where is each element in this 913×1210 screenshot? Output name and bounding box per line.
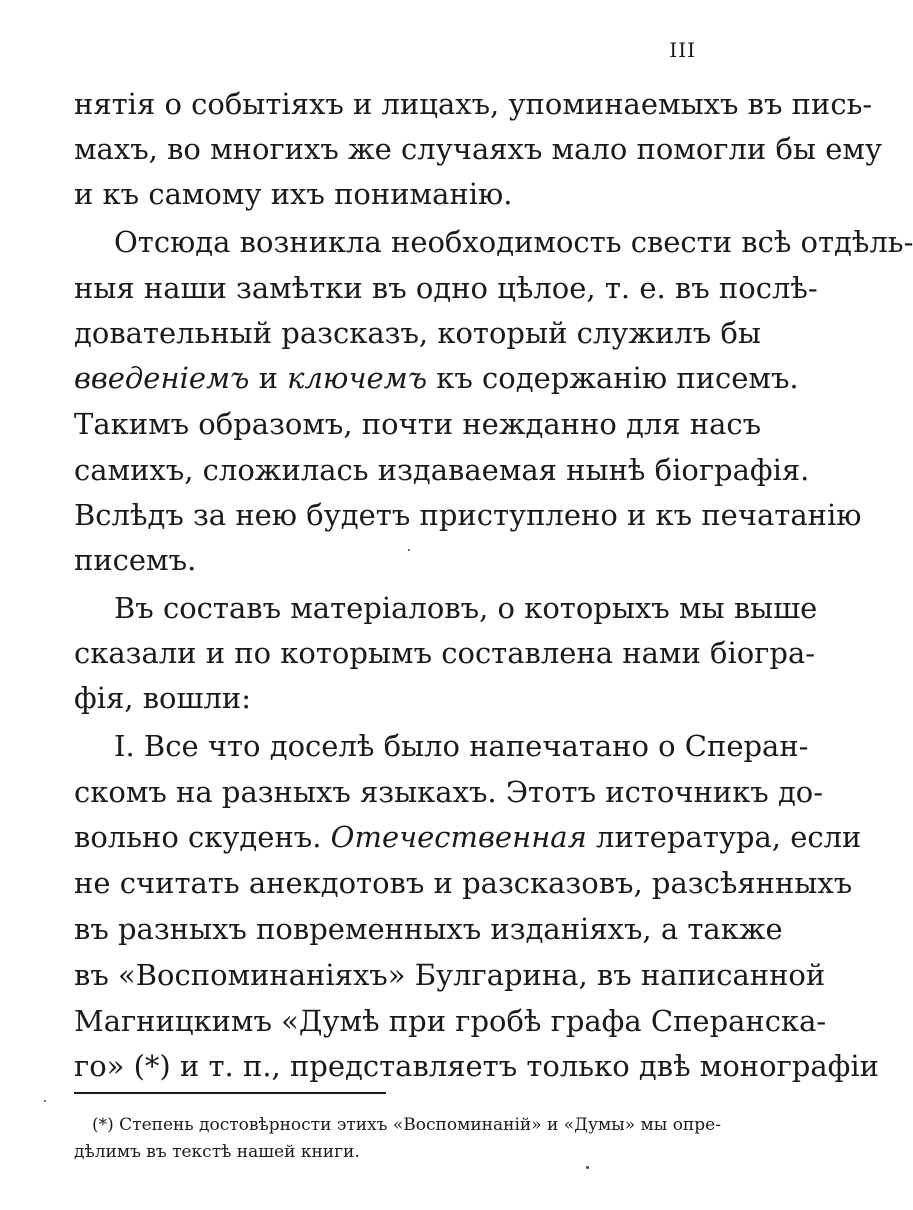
text-line: не считать анекдотовъ и разсказовъ, разсѣянныхъ <box>74 866 853 900</box>
text-line: писемъ. <box>74 543 197 577</box>
text-line: и къ самому ихъ пониманію. <box>74 177 513 211</box>
text-fragment: вольно скуденъ. <box>74 820 322 854</box>
text-line: довательный разсказъ, который служилъ бы <box>74 316 761 350</box>
text-line: фія, вошли: <box>74 681 251 715</box>
text-line: скомъ на разныхъ языкахъ. Этотъ источникъ до- <box>74 775 824 809</box>
italic-term: ключемъ <box>287 361 428 395</box>
italic-term: введеніемъ <box>74 361 250 395</box>
text-line: Вслѣдъ за нею будетъ приступлено и къ печатанію <box>74 498 862 532</box>
footnote-line: дѣлимъ въ текстѣ нашей книги. <box>74 1142 360 1162</box>
text-line <box>74 358 799 398</box>
text-line: ныя наши замѣтки въ одно цѣлое, т. е. въ послѣ- <box>74 271 818 305</box>
text-fragment: къ содержанію писемъ. <box>427 361 799 395</box>
text-fragment: литература, если <box>586 820 862 854</box>
print-speck <box>44 1100 46 1102</box>
footnote-divider <box>74 1092 386 1094</box>
text-line: махъ, во многихъ же случаяхъ мало помогли бы ему <box>74 132 883 166</box>
page-number: III <box>669 38 696 62</box>
text-line: го» (*) и т. п., представляетъ только двѣ монографіи <box>74 1049 879 1083</box>
text-line: самихъ, сложилась издаваемая нынѣ біографія. <box>74 453 810 487</box>
text-line: I. Все что доселѣ было напечатано о Сперан- <box>114 729 809 763</box>
text-line <box>74 817 862 857</box>
text-line: сказали и по которымъ составлена нами біогра- <box>74 636 816 670</box>
text-line: нятія о событіяхъ и лицахъ, упоминаемыхъ въ пись- <box>74 87 873 121</box>
text-line: Отсюда возникла необходимость свести всѣ отдѣль- <box>114 225 913 259</box>
print-speck <box>408 549 410 551</box>
text-line: въ «Воспоминаніяхъ» Булгарина, въ написанной <box>74 958 826 992</box>
text-fragment: и <box>249 361 288 395</box>
italic-term: Отечественная <box>330 820 587 854</box>
print-speck <box>586 1166 589 1169</box>
text-line: Въ составъ матеріаловъ, о которыхъ мы выше <box>114 591 818 625</box>
text-line: Магницкимъ «Думѣ при гробѣ графа Сперанска- <box>74 1004 827 1038</box>
text-line: Такимъ образомъ, почти нежданно для насъ <box>74 407 762 441</box>
footnote-line: (*) Степень достовѣрности этихъ «Воспоминаній» и «Думы» мы опре- <box>92 1115 721 1135</box>
text-line: въ разныхъ повременныхъ изданіяхъ, а также <box>74 912 783 946</box>
